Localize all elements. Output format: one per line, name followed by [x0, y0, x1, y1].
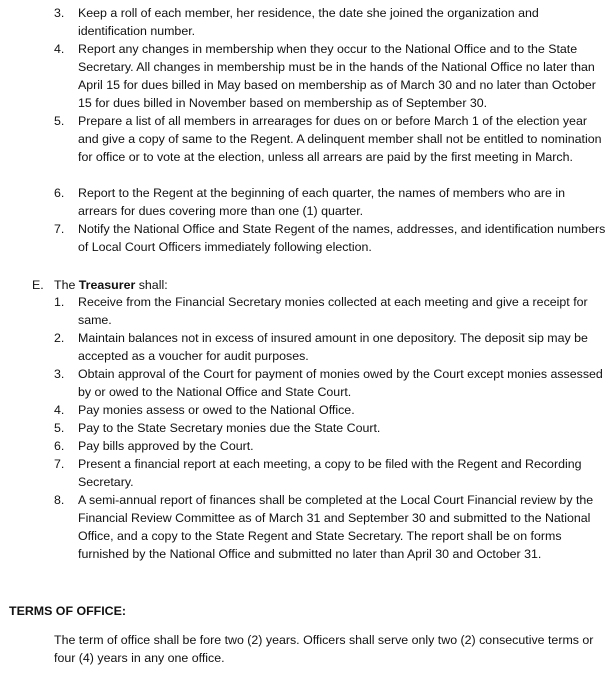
- list-item: [54, 329, 606, 365]
- list-item-number: 1.: [54, 295, 65, 309]
- list-item: [54, 419, 606, 437]
- list-item-text: Receive from the Financial Secretary monies collected at each meeting and give a receipt for same.: [78, 295, 588, 327]
- list-item-text: Keep a roll of each member, her residence, the date she joined the organization and identification number.: [78, 6, 539, 38]
- list-item: [54, 184, 606, 220]
- list-item-text: Notify the National Office and State Regent of the names, addresses, and identification numbers of Local Court Officers immediately following election.: [78, 222, 606, 254]
- list-item: [54, 4, 606, 40]
- list-item-number: 7.: [54, 222, 65, 236]
- list-item: [54, 293, 606, 329]
- list-item-text: Pay to the State Secretary monies due the State Court.: [78, 421, 381, 435]
- list-item-number: 3.: [54, 367, 65, 381]
- list-item-text: Pay monies assess or owed to the National Office.: [78, 403, 355, 417]
- section-letter: E.: [32, 278, 44, 292]
- list-item-text: Prepare a list of all members in arrearages for dues on or before March 1 of the election year and give a copy of same to the Regent. A delinquent member shall not be entitled to nomination for office or to vote at the election, unless all arrears are paid by the first meeting in March.: [78, 114, 602, 164]
- list-item: [54, 455, 606, 491]
- list-item-text: Report any changes in membership when they occur to the National Office and to the State Secretary. All changes in membership must be in the hands of the National Office no later than April 15 for dues billed in May based on membership as of March 30 and no later than October 15 for dues billed in November based on membership as of September 30.: [78, 42, 596, 110]
- list-item-number: 3.: [54, 6, 65, 20]
- terms-heading: TERMS OF OFFICE:: [9, 604, 127, 618]
- section-e-heading: [32, 276, 168, 294]
- section-role: Treasurer: [78, 278, 136, 292]
- section-suffix: shall:: [135, 278, 168, 292]
- terms-body: The term of office shall be fore two (2) years. Officers shall serve only two (2) consecutive terms or four (4) years in any one office.: [54, 633, 594, 665]
- list-item: [54, 401, 606, 419]
- list-item: [54, 220, 606, 256]
- list-item-number: 6.: [54, 439, 65, 453]
- list-item-number: 8.: [54, 493, 65, 507]
- list-item-number: 2.: [54, 331, 65, 345]
- list-item-text: A semi-annual report of finances shall be completed at the Local Court Financial review by the Financial Review Committee as of March 31 and September 30 and submitted to the National Office, and a copy to the State Regent and State Secretary. The report shall be on forms furnished by the National Office and submitted no later than April 30 and October 31.: [78, 493, 594, 561]
- section-prefix: The: [54, 278, 79, 292]
- list-item-text: Obtain approval of the Court for payment of monies owed by the Court except monies assessed by or owed to the National Office and State Court.: [78, 367, 603, 399]
- list-item: [54, 365, 606, 401]
- list-item-number: 7.: [54, 457, 65, 471]
- list-item-text: Maintain balances not in excess of insured amount in one depository. The deposit sip may be accepted as a voucher for audit purposes.: [78, 331, 588, 363]
- list-item: [54, 437, 606, 455]
- list-item-number: 4.: [54, 42, 65, 56]
- list-item-number: 6.: [54, 186, 65, 200]
- list-item-number: 4.: [54, 403, 65, 417]
- list-item-number: 5.: [54, 421, 65, 435]
- list-item: [54, 491, 606, 563]
- list-item-text: Pay bills approved by the Court.: [78, 439, 254, 453]
- list-item-number: 5.: [54, 114, 65, 128]
- list-item-text: Present a financial report at each meeting, a copy to be filed with the Regent and Recording Secretary.: [78, 457, 582, 489]
- list-item: [54, 40, 606, 112]
- list-item-text: Report to the Regent at the beginning of each quarter, the names of members who are in arrears for dues covering more than one (1) quarter.: [78, 186, 565, 218]
- list-item: [54, 112, 606, 166]
